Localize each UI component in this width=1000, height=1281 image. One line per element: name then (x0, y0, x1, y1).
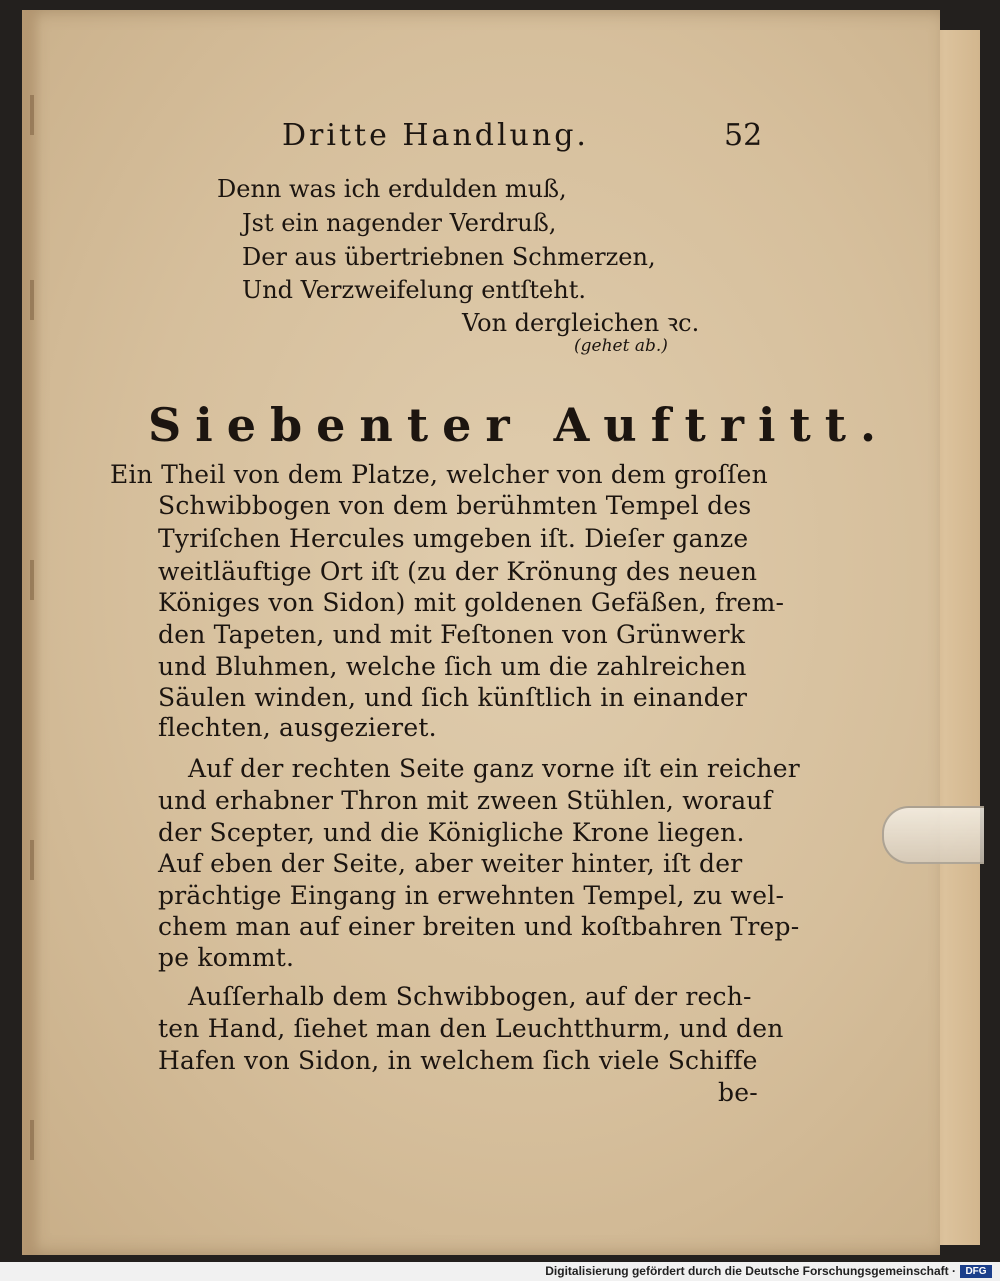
paragraph-line: pe kommt. (158, 943, 295, 972)
verse-refrain: Von dergleichen ꝛc. (462, 309, 700, 337)
catchword: be- (718, 1078, 758, 1107)
paragraph-line: Hafen von Sidon, in welchem ſich viele Schiffe (158, 1046, 758, 1075)
verse-line: Und Verzweifelung entſteht. (242, 276, 586, 304)
paragraph-line: flechten, ausgezieret. (158, 713, 437, 742)
paragraph-line: ten Hand, ſiehet man den Leuchtthurm, und den (158, 1014, 784, 1043)
binding-stitch (30, 280, 34, 320)
binding-stitch (30, 95, 34, 135)
paragraph-line: Auf eben der Seite, aber weiter hinter, iſt der (158, 849, 743, 878)
paragraph-line: weitläuftige Ort iſt (zu der Krönung des neuen (158, 557, 758, 586)
paragraph-line: und erhabner Thron mit zween Stühlen, worauf (158, 786, 773, 815)
stage-direction: (gehet ab.) (574, 336, 668, 356)
paragraph-line: Schwibbogen von dem berühmten Tempel des (158, 491, 752, 520)
footer-credit: Digitalisierung gefördert durch die Deutsche Forschungsgemeinschaft · (545, 1264, 956, 1278)
binding-stitch (30, 1120, 34, 1160)
scene-heading: Siebenter Auftritt. (148, 398, 890, 452)
page-number: 52 (724, 118, 763, 153)
page-clip (882, 806, 984, 864)
footer-bar (0, 1262, 1000, 1281)
paragraph-line: den Tapeten, und mit Feſtonen von Grünwerk (158, 620, 746, 649)
paragraph-line: Auf der rechten Seite ganz vorne iſt ein reicher (188, 754, 800, 783)
verse-line: Der aus übertriebnen Schmerzen, (242, 243, 656, 271)
paragraph-line: der Scepter, und die Königliche Krone liegen. (158, 818, 745, 847)
verse-line: Denn was ich erdulden muß, (217, 175, 567, 203)
running-header: Dritte Handlung. (282, 118, 589, 153)
binding-stitch (30, 840, 34, 880)
paragraph-line: Tyriſchen Hercules umgeben iſt. Dieſer ganze (158, 524, 749, 553)
binding-stitch (30, 560, 34, 600)
dfg-logo-icon: DFG (960, 1265, 992, 1278)
paragraph-line: chem man auf einer breiten und koſtbahren Trep- (158, 912, 800, 941)
page-gutter (22, 10, 42, 1255)
paragraph-line: prächtige Eingang in erwehnten Tempel, zu wel- (158, 881, 785, 910)
paragraph-line: und Bluhmen, welche ſich um die zahlreichen (158, 652, 747, 681)
paragraph-line: Ein Theil von dem Platze, welcher von dem groſſen (110, 460, 768, 489)
paragraph-line: Auſſerhalb dem Schwibbogen, auf der rech- (188, 982, 752, 1011)
paragraph-line: Königes von Sidon) mit goldenen Gefäßen, frem- (158, 588, 785, 617)
verse-line: Jst ein nagender Verdruß, (242, 209, 557, 237)
paragraph-line: Säulen winden, und ſich künſtlich in einander (158, 683, 748, 712)
